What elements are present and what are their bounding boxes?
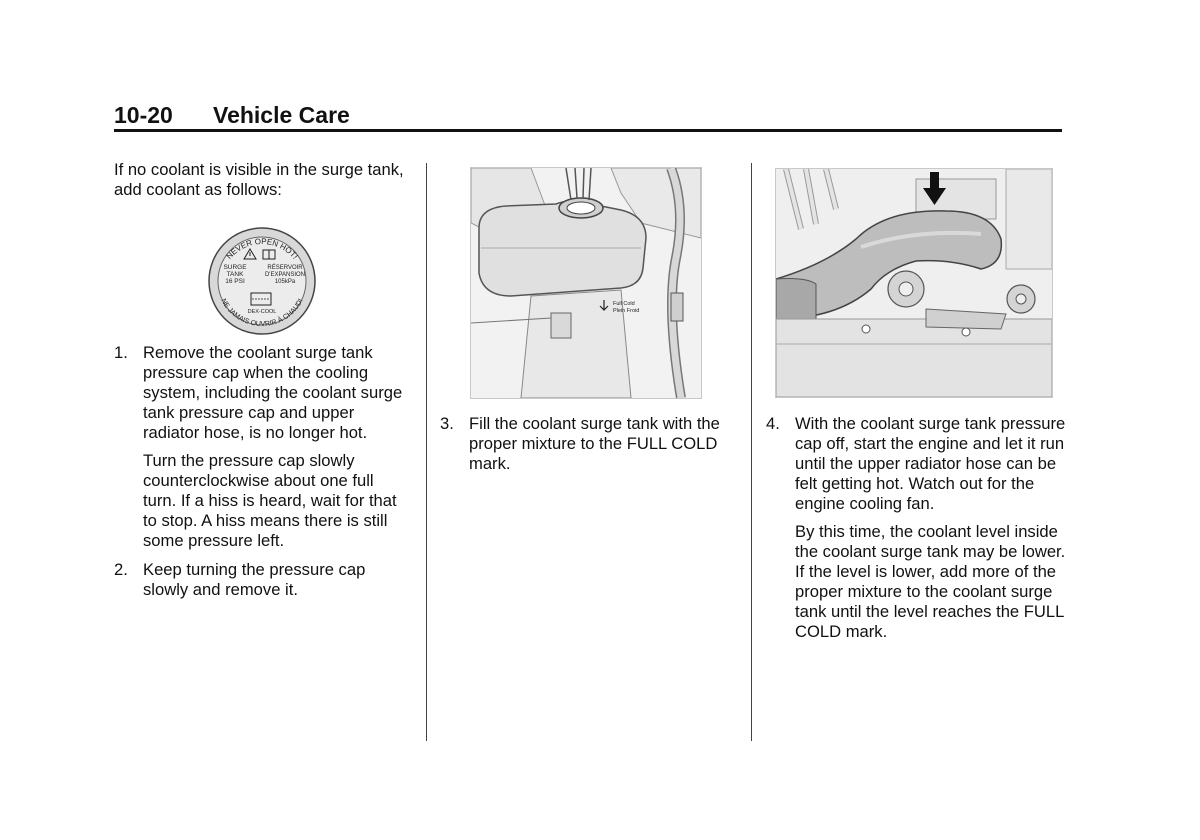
section-title: Vehicle Care: [213, 102, 350, 128]
surge-tank-figure: [470, 167, 702, 399]
full-cold-mark-label-line-2: Plein Froid: [613, 308, 640, 314]
column-divider-2: [751, 163, 752, 741]
column-1-steps: [114, 343, 406, 600]
header-rule: [114, 129, 1062, 132]
cap-right-line-1: RÉSERVOIR: [267, 265, 303, 271]
column-divider-1: [426, 163, 427, 741]
radiator-hose-figure: [775, 168, 1053, 398]
step-text: Fill the coolant surge tank with the proper mixture to the FULL COLD mark.: [469, 414, 720, 473]
step-1: [114, 343, 406, 551]
step-text: Remove the coolant surge tank pressure cap when the cooling system, including the coolant surge tank pressure cap and upper radiator hose, is no longer hot.: [143, 343, 403, 442]
intro-text: If no coolant is visible in the surge tank, add coolant as follows:: [114, 160, 404, 199]
step-subtext: By this time, the coolant level inside the coolant surge tank may be lower. If the level is lower, add more of the proper mixture to the coolant surge tank until the level reaches the FULL COLD mark.: [795, 522, 1066, 641]
pressure-cap-illustration: [205, 225, 319, 337]
step-number: 3.: [440, 414, 454, 433]
step-number: 4.: [766, 414, 780, 433]
step-2: [114, 560, 406, 600]
full-cold-mark-label-line-1: Full Cold: [613, 301, 635, 307]
cap-left-line-1: SURGE: [223, 264, 247, 271]
cap-dexcool-label: DEX-COOL: [247, 309, 277, 315]
step-text: With the coolant surge tank pressure cap off, start the engine and let it run until the upper radiator hose can be felt getting hot. Watch out for the engine cooling fan.: [795, 414, 1066, 513]
column-2-steps: [440, 414, 730, 474]
step-text: Keep turning the pressure cap slowly and remove it.: [143, 560, 366, 599]
page-header: [114, 100, 1062, 132]
step-number: 2.: [114, 560, 128, 579]
cap-right-line-3: 105kPa: [274, 279, 296, 285]
cap-left-line-3: 16 PSI: [225, 278, 245, 285]
cap-right-line-2: D'EXPANSION: [264, 272, 306, 278]
step-4: [766, 414, 1066, 642]
column-1: [114, 160, 404, 200]
cap-top-text: NEVER OPEN HOT!: [224, 236, 300, 261]
step-subtext: Turn the pressure cap slowly counterclockwise about one full turn. If a hiss is heard, wait for that to stop. A hiss means there is still some pressure left.: [143, 451, 397, 550]
step-3: [440, 414, 730, 474]
cap-left-line-2: TANK: [226, 271, 244, 278]
cap-bottom-text: NE JAMAIS OUVRIR À CHAUD!: [219, 297, 305, 329]
step-number: 1.: [114, 343, 128, 362]
column-3-steps: [766, 414, 1066, 642]
page-number: 10-20: [114, 102, 173, 128]
